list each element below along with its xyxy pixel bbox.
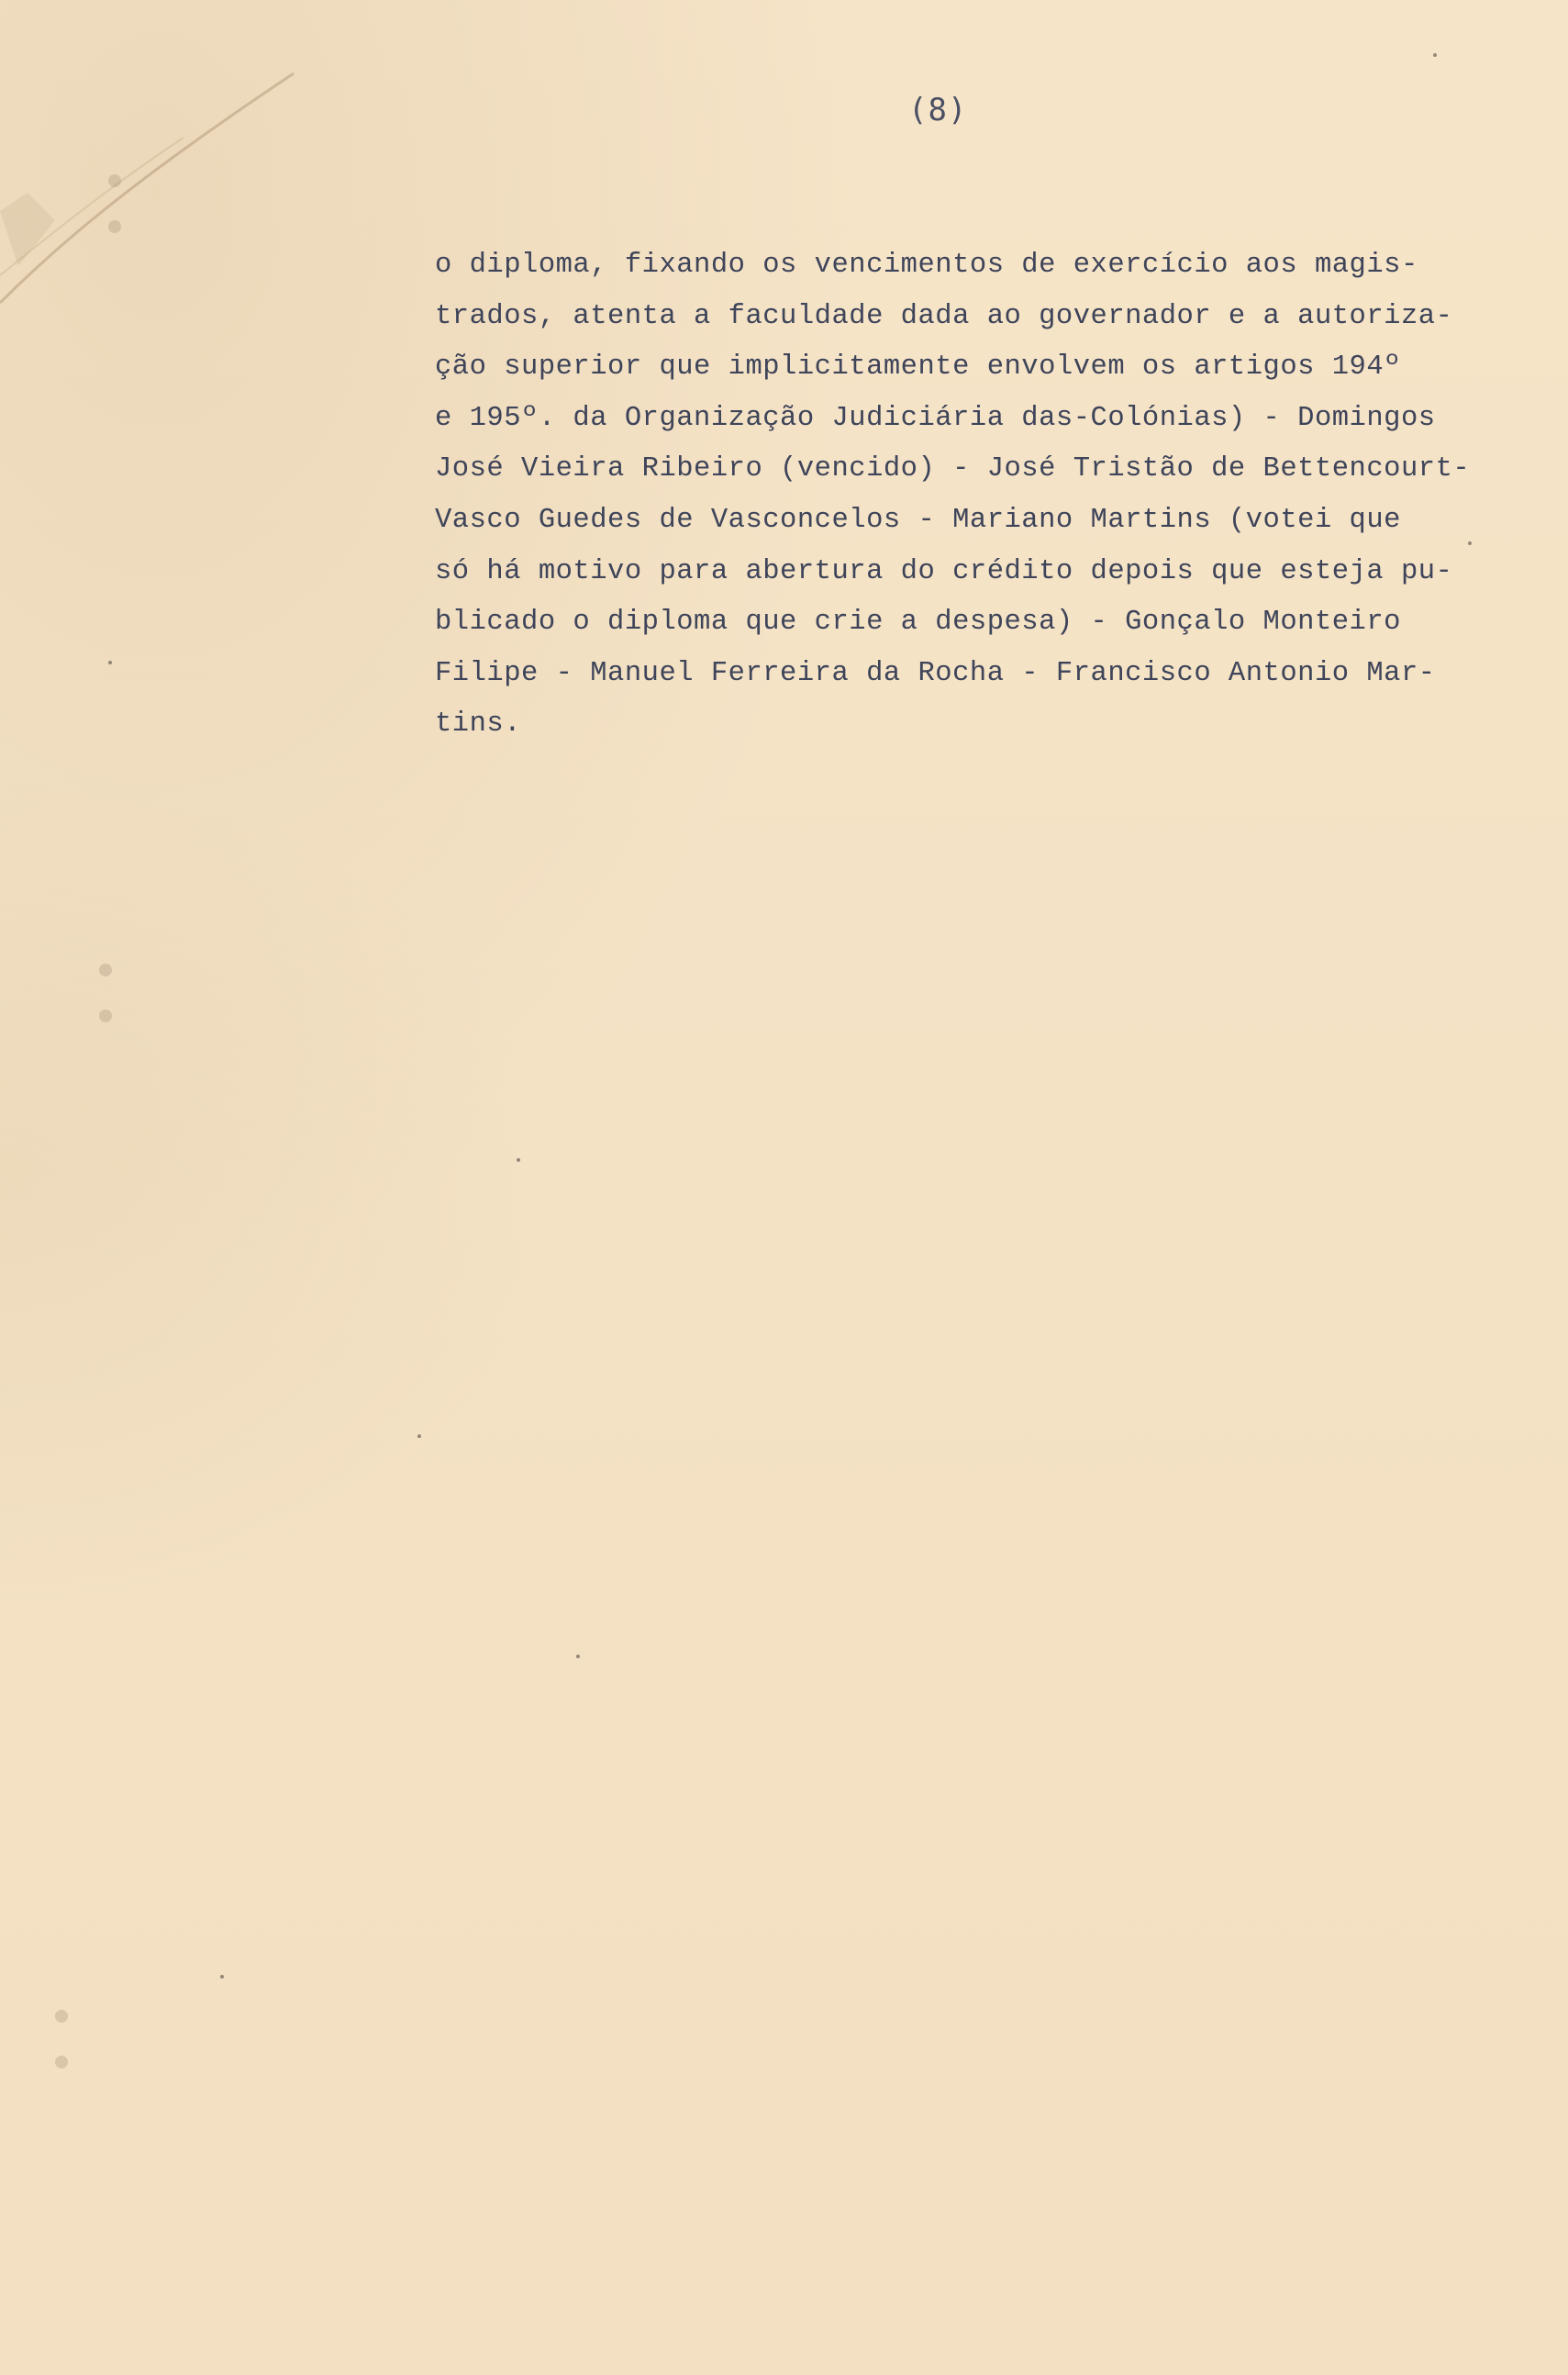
text-line-5: José Vieira Ribeiro (vencido) - José Tristão de Bettencourt-: [435, 453, 1471, 485]
folded-corner-crease: [0, 0, 312, 312]
punch-mark: [108, 220, 121, 233]
text-line-1: o diploma, fixando os vencimentos de exercício aos magis-: [435, 250, 1418, 281]
text-line-10: tins.: [435, 708, 522, 741]
text-line-8: blicado o diploma que crie a despesa) - Gonçalo Monteiro: [435, 607, 1401, 639]
typed-paragraph: [435, 240, 1536, 751]
paper-speck: [1433, 53, 1437, 57]
paper-speck: [108, 661, 112, 664]
text-line-4: e 195º. da Organização Judiciária das-Colónias) - Domingos: [435, 402, 1436, 434]
paper-speck: [417, 1434, 421, 1438]
page-number: (8): [908, 92, 968, 128]
text-line-6: Vasco Guedes de Vasconcelos - Mariano Martins (votei que: [435, 504, 1401, 536]
paper-speck: [220, 1975, 224, 1979]
paper-speck: [576, 1655, 580, 1658]
punch-mark: [99, 964, 112, 976]
text-line-7: só há motivo para abertura do crédito depois que esteja pu-: [435, 555, 1453, 587]
text-line-9: Filipe - Manuel Ferreira da Rocha - Francisco Antonio Mar-: [435, 657, 1436, 689]
punch-mark: [55, 2056, 68, 2068]
punch-mark: [108, 174, 121, 187]
punch-mark: [99, 1009, 112, 1022]
paper-speck: [517, 1158, 520, 1162]
text-line-3: ção superior que implicitamente envolvem os artigos 194º: [435, 351, 1401, 384]
text-line-2: trados, atenta a faculdade dada ao governador e a autoriza-: [435, 300, 1453, 332]
punch-mark: [55, 2010, 68, 2023]
